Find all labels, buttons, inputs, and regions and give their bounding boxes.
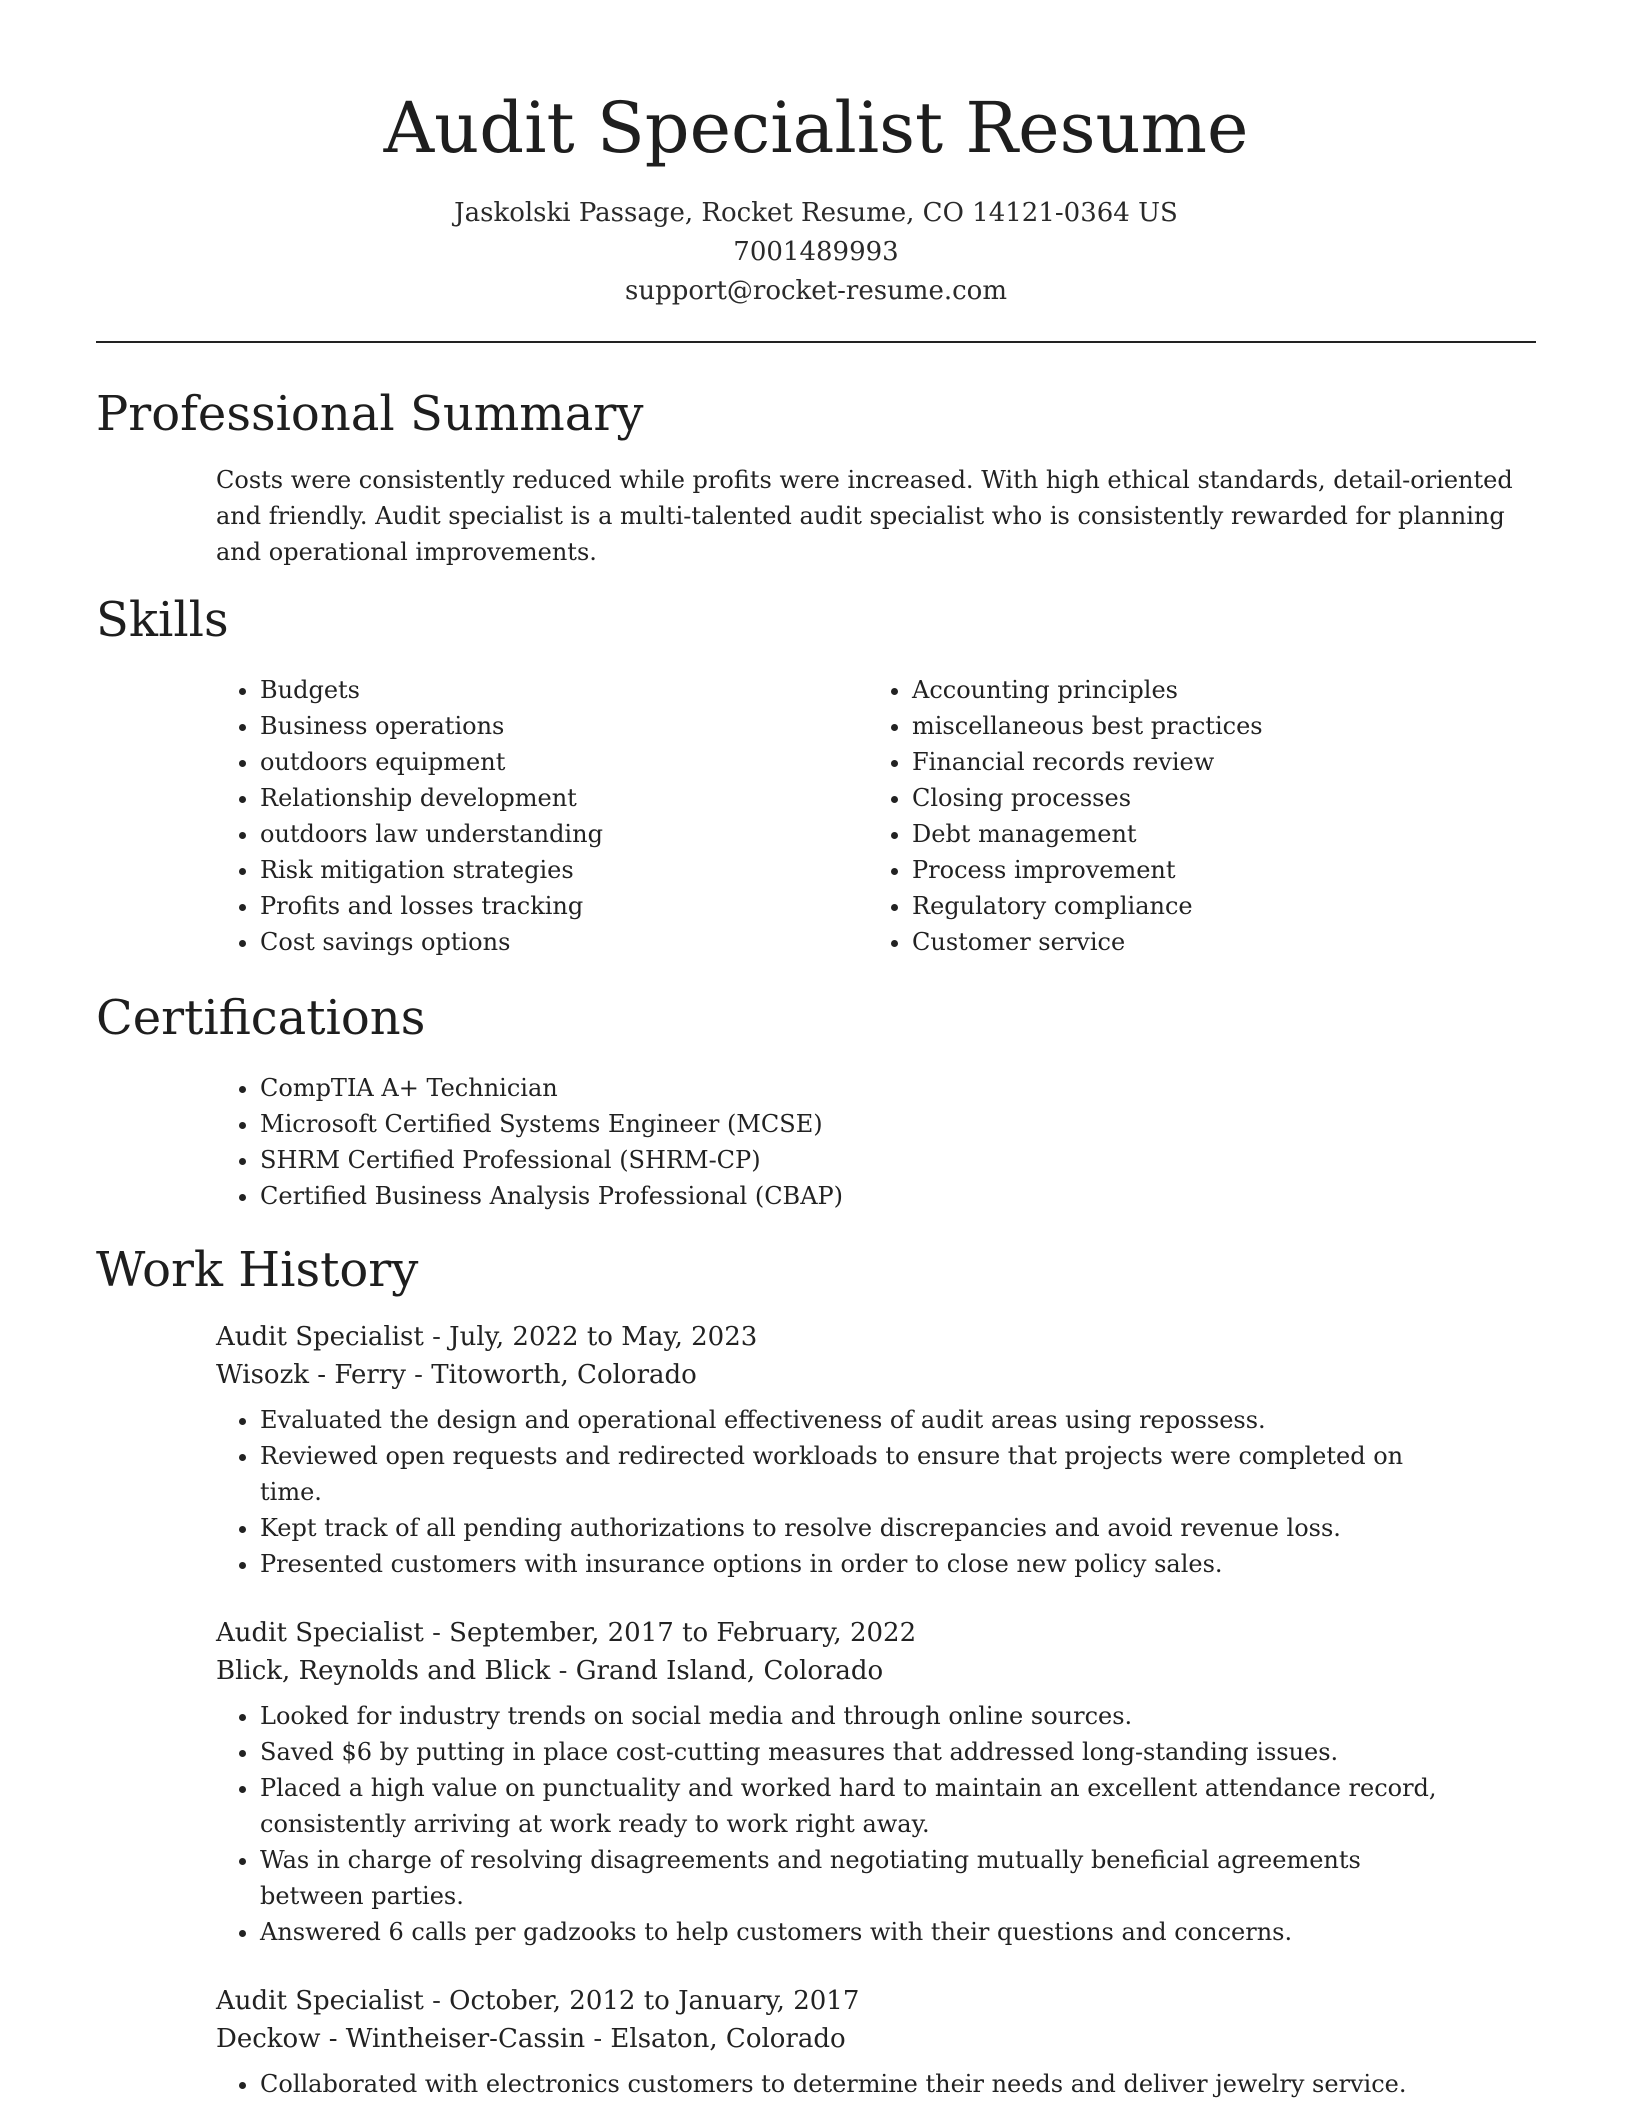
resume-title: Audit Specialist Resume [383, 87, 1249, 169]
skill-item: • Closing processes [912, 780, 1398, 816]
job-company-line: Wisozk - Ferry - Titoworth, Colorado [216, 1360, 697, 1390]
skill-item: • miscellaneous best practices [912, 708, 1398, 744]
job-entry [216, 1614, 1536, 1950]
contact-address: Jaskolski Passage, Rocket Resume, CO 14121-0364 US [454, 198, 1178, 228]
resume-content [96, 380, 1536, 2102]
resume-header [0, 0, 1632, 311]
job-title-line: Audit Specialist - July, 2022 to May, 2023 [216, 1322, 758, 1352]
job-bullet: • Answered 6 calls per gadzooks to help customers with their questions and concerns. [260, 1914, 1460, 1950]
skill-item: • Process improvement [912, 852, 1398, 888]
certifications-section [96, 984, 1536, 1214]
job-bullet: • Saved $6 by putting in place cost-cutting measures that addressed long-standing issues. [260, 1734, 1460, 1770]
job-bullets [216, 2066, 1460, 2102]
skill-item: • Relationship development [260, 780, 746, 816]
job-company-line: Blick, Reynolds and Blick - Grand Island, Colorado [216, 1656, 884, 1686]
job-company: Blick, Reynolds and Blick [216, 1656, 551, 1686]
section-heading-skills: Skills [96, 592, 229, 648]
skill-item: • Profits and losses tracking [260, 888, 746, 924]
summary-section [96, 380, 1536, 570]
skill-item: • Budgets [260, 672, 746, 708]
job-company: Wisozk - Ferry [216, 1360, 406, 1390]
skill-item: • outdoors equipment [260, 744, 746, 780]
certification-item: • Certified Business Analysis Professional (CBAP) [260, 1178, 1536, 1214]
certification-item: • Microsoft Certified Systems Engineer (MCSE) [260, 1106, 1536, 1142]
summary-text: Costs were consistently reduced while profits were increased. With high ethical standards, detail-oriented and friendly. Audit specialist is a multi-talented audit specialist who is consistently rewarded for planning and operational improvements. [216, 466, 1513, 566]
skills-section [96, 586, 1536, 960]
job-bullet: • Looked for industry trends on social media and through online sources. [260, 1698, 1460, 1734]
certifications-list [96, 1070, 1536, 1214]
section-heading-work-history: Work History [96, 1242, 419, 1298]
contact-phone: 7001489993 [733, 237, 899, 267]
skill-item: • Financial records review [912, 744, 1398, 780]
section-heading-certifications: Certifications [96, 990, 426, 1046]
job-title: Audit Specialist [216, 1322, 424, 1352]
job-location: Titoworth, Colorado [431, 1360, 697, 1390]
contact-block [0, 194, 1632, 311]
job-title-line: Audit Specialist - September, 2017 to February, 2022 [216, 1618, 917, 1648]
skills-column-1 [96, 672, 746, 960]
job-dates: September, 2017 to February, 2022 [449, 1618, 917, 1648]
job-location: Grand Island, Colorado [575, 1656, 884, 1686]
job-entry [216, 1318, 1536, 1582]
section-heading-summary: Professional Summary [96, 386, 644, 442]
certification-item: • CompTIA A+ Technician [260, 1070, 1536, 1106]
skill-item: • outdoors law understanding [260, 816, 746, 852]
skill-item: • Regulatory compliance [912, 888, 1398, 924]
job-company-line: Deckow - Wintheiser-Cassin - Elsaton, Colorado [216, 2024, 846, 2054]
skill-item: • Customer service [912, 924, 1398, 960]
skill-item: • Cost savings options [260, 924, 746, 960]
skills-columns [96, 672, 1536, 960]
job-bullet: • Placed a high value on punctuality and worked hard to maintain an excellent attendance record, consistently arriving at work ready to work right away. [260, 1770, 1460, 1842]
work-history-section [96, 1236, 1536, 2102]
job-bullet: • Collaborated with electronics customers to determine their needs and deliver jewelry service. [260, 2066, 1460, 2102]
job-bullet: • Evaluated the design and operational effectiveness of audit areas using repossess. [260, 1402, 1460, 1438]
job-entry [216, 1982, 1536, 2102]
job-dates: October, 2012 to January, 2017 [449, 1986, 860, 2016]
job-title: Audit Specialist [216, 1986, 424, 2016]
job-bullets [216, 1402, 1460, 1582]
job-location: Elsaton, Colorado [610, 2024, 846, 2054]
skills-column-2 [746, 672, 1398, 960]
certification-item: • SHRM Certified Professional (SHRM-CP) [260, 1142, 1536, 1178]
job-bullets [216, 1698, 1460, 1950]
job-bullet: • Was in charge of resolving disagreements and negotiating mutually beneficial agreements between parties. [260, 1842, 1460, 1914]
job-dates: July, 2022 to May, 2023 [449, 1322, 758, 1352]
skill-item: • Debt management [912, 816, 1398, 852]
skill-item: • Risk mitigation strategies [260, 852, 746, 888]
header-divider [96, 341, 1536, 343]
job-bullet: • Presented customers with insurance options in order to close new policy sales. [260, 1546, 1460, 1582]
job-title: Audit Specialist [216, 1618, 424, 1648]
job-bullet: • Reviewed open requests and redirected workloads to ensure that projects were completed on time. [260, 1438, 1460, 1510]
skill-item: • Business operations [260, 708, 746, 744]
job-company: Deckow - Wintheiser-Cassin [216, 2024, 586, 2054]
job-title-line: Audit Specialist - October, 2012 to January, 2017 [216, 1986, 860, 2016]
skill-item: • Accounting principles [912, 672, 1398, 708]
contact-email: support@rocket-resume.com [624, 276, 1007, 306]
job-bullet: • Kept track of all pending authorizations to resolve discrepancies and avoid revenue loss. [260, 1510, 1460, 1546]
